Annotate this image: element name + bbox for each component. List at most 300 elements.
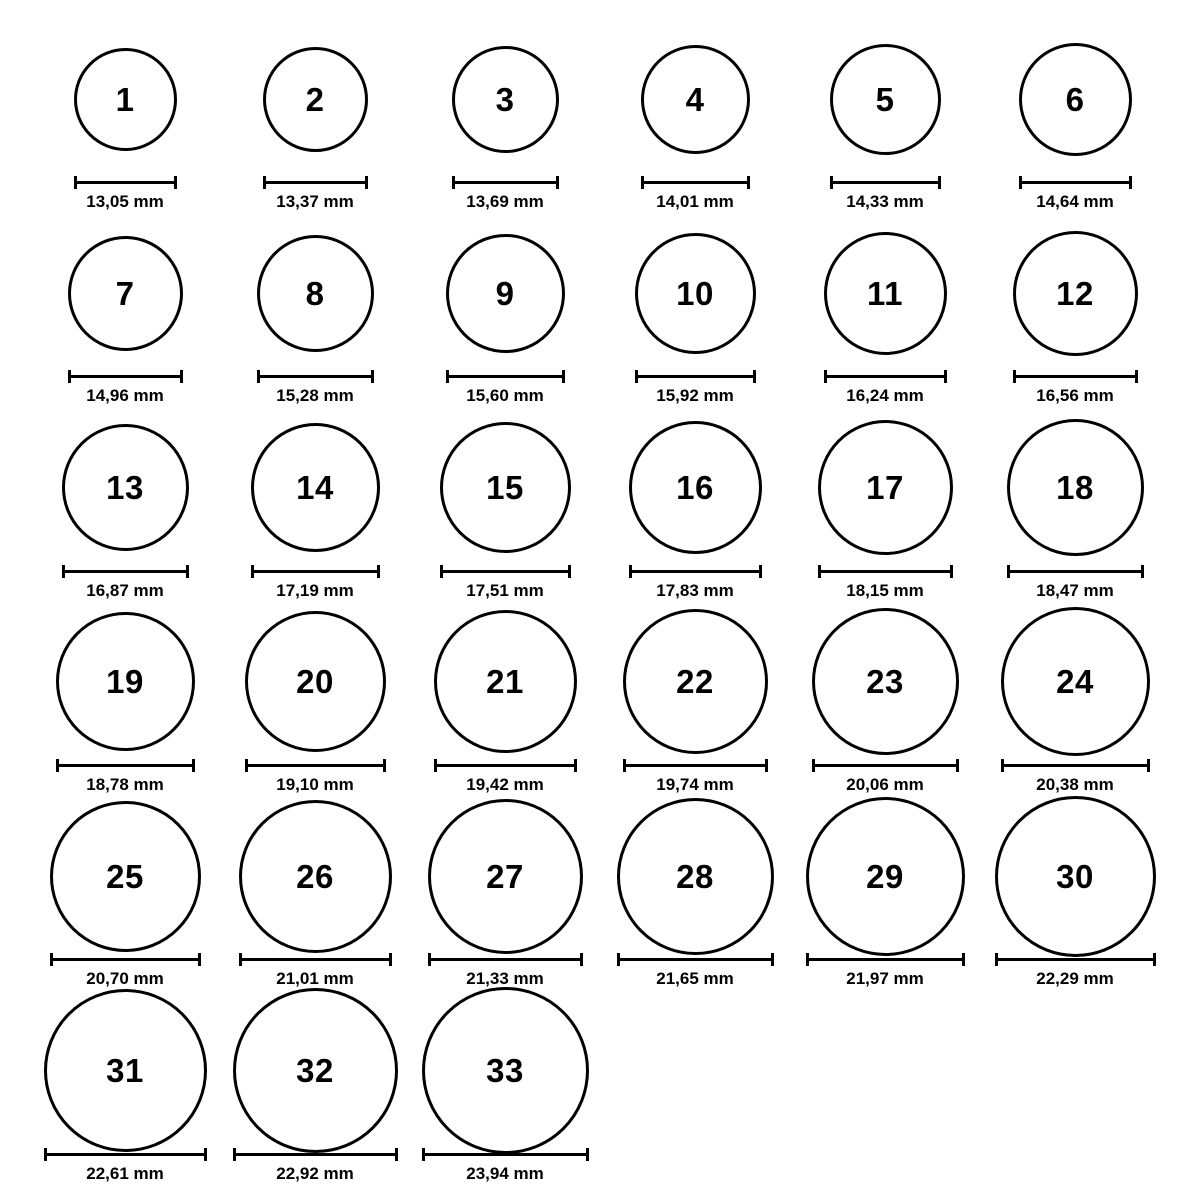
ring-size-number: 28: [676, 857, 714, 895]
caliper-icon: [446, 370, 565, 381]
caliper-tick-right: [204, 1148, 207, 1161]
caliper-bar: [251, 570, 380, 573]
ring-size-number: 8: [305, 274, 325, 312]
ring-measurement: [1001, 759, 1150, 795]
ring-size-number: 29: [866, 857, 904, 895]
caliper-tick-right: [956, 759, 959, 772]
ring-circle-icon: [434, 610, 577, 753]
caliper-icon: [629, 565, 762, 576]
ring-measurement: [830, 176, 941, 212]
caliper-bar: [233, 1153, 398, 1156]
ring-measurement: [434, 759, 577, 795]
ring-size-cell[interactable]: [220, 607, 410, 795]
caliper-bar: [1019, 181, 1132, 184]
caliper-bar: [440, 570, 571, 573]
ring-diameter-label: 23,94 mm: [466, 1163, 544, 1183]
caliper-icon: [233, 1148, 398, 1159]
ring-measurement: [251, 565, 380, 601]
ring-diameter-label: 21,01 mm: [276, 969, 354, 989]
ring-diameter-label: 14,64 mm: [1036, 192, 1114, 211]
caliper-bar: [257, 375, 374, 378]
ring-diameter-label: 14,33 mm: [846, 192, 924, 211]
ring-circle-wrap: [434, 607, 577, 757]
ring-size-number: 14: [296, 469, 334, 507]
ring-size-cell[interactable]: [790, 413, 980, 601]
ring-size-number: 31: [106, 1052, 144, 1090]
ring-size-cell[interactable]: [600, 218, 790, 406]
caliper-icon: [62, 565, 189, 576]
ring-measurement: [812, 759, 959, 795]
ring-circle-icon: [251, 423, 380, 552]
ring-measurement: [263, 176, 368, 212]
ring-diameter-label: 22,29 mm: [1036, 969, 1114, 989]
caliper-bar: [1007, 570, 1144, 573]
caliper-bar: [617, 958, 774, 961]
caliper-icon: [434, 759, 577, 770]
caliper-bar: [56, 764, 195, 767]
ring-circle-icon: [818, 420, 953, 555]
ring-size-cell[interactable]: [30, 413, 220, 601]
ring-diameter-label: 19,10 mm: [276, 774, 354, 794]
ring-diameter-label: 15,28 mm: [276, 386, 354, 406]
caliper-tick-right: [174, 176, 177, 189]
ring-diameter-label: 14,96 mm: [86, 386, 164, 406]
ring-size-cell[interactable]: [980, 24, 1170, 212]
caliper-tick-left: [830, 176, 833, 189]
caliper-tick-left: [623, 759, 626, 772]
ring-diameter-label: 17,19 mm: [276, 580, 354, 600]
ring-diameter-label: 18,15 mm: [846, 580, 924, 600]
caliper-icon: [239, 953, 392, 964]
ring-measurement: [62, 565, 189, 601]
ring-size-cell[interactable]: [600, 801, 790, 989]
ring-size-number: 13: [106, 469, 144, 507]
ring-measurement: [452, 176, 559, 212]
caliper-bar: [68, 375, 183, 378]
caliper-icon: [824, 370, 947, 381]
ring-size-cell[interactable]: [30, 801, 220, 989]
ring-size-number: 15: [486, 469, 524, 507]
ring-circle-wrap: [617, 801, 774, 951]
caliper-tick-right: [365, 176, 368, 189]
ring-size-cell[interactable]: [30, 24, 220, 212]
ring-measurement: [440, 565, 571, 601]
caliper-icon: [830, 176, 941, 187]
ring-size-number: 19: [106, 663, 144, 701]
ring-circle-icon: [74, 48, 177, 151]
caliper-tick-right: [568, 565, 571, 578]
ring-circle-wrap: [422, 996, 589, 1146]
ring-size-cell[interactable]: [410, 218, 600, 406]
ring-circle-wrap: [62, 413, 189, 563]
ring-size-number: 18: [1056, 469, 1094, 507]
ring-size-cell[interactable]: [30, 218, 220, 406]
caliper-tick-right: [759, 565, 762, 578]
caliper-icon: [1007, 565, 1144, 576]
ring-measurement: [806, 953, 965, 989]
caliper-bar: [1001, 764, 1150, 767]
ring-size-number: 4: [685, 80, 705, 118]
ring-size-cell[interactable]: [220, 996, 410, 1184]
ring-circle-wrap: [806, 801, 965, 951]
ring-circle-icon: [830, 44, 941, 155]
caliper-icon: [428, 953, 583, 964]
ring-diameter-label: 19,42 mm: [466, 774, 544, 794]
caliper-icon: [263, 176, 368, 187]
ring-circle-wrap: [641, 24, 750, 174]
caliper-tick-left: [263, 176, 266, 189]
caliper-bar: [995, 958, 1156, 961]
caliper-icon: [1013, 370, 1138, 381]
caliper-tick-right: [944, 370, 947, 383]
ring-size-cell[interactable]: [790, 24, 980, 212]
ring-size-cell[interactable]: [790, 218, 980, 406]
ring-size-number: 16: [676, 469, 714, 507]
ring-measurement: [233, 1148, 398, 1184]
caliper-bar: [446, 375, 565, 378]
ring-circle-wrap: [233, 996, 398, 1146]
caliper-tick-left: [806, 953, 809, 966]
caliper-bar: [245, 764, 386, 767]
caliper-icon: [1019, 176, 1132, 187]
ring-size-number: 9: [495, 274, 515, 312]
ring-size-number: 23: [866, 663, 904, 701]
ring-size-number: 10: [676, 274, 714, 312]
caliper-icon: [806, 953, 965, 964]
ring-circle-wrap: [56, 607, 195, 757]
ring-measurement: [245, 759, 386, 795]
ring-measurement: [446, 370, 565, 406]
ring-measurement: [818, 565, 953, 601]
ring-size-cell[interactable]: [790, 801, 980, 989]
ring-size-cell[interactable]: [980, 413, 1170, 601]
ring-circle-wrap: [74, 24, 177, 174]
caliper-tick-left: [239, 953, 242, 966]
ring-size-number: 26: [296, 857, 334, 895]
ring-size-number: 12: [1056, 274, 1094, 312]
ring-diameter-label: 15,92 mm: [656, 386, 734, 406]
ring-circle-icon: [629, 421, 762, 554]
ring-measurement: [428, 953, 583, 989]
ring-circle-icon: [635, 233, 756, 354]
ring-circle-icon: [1019, 43, 1132, 156]
ring-circle-icon: [1001, 607, 1150, 756]
caliper-tick-right: [180, 370, 183, 383]
ring-size-cell[interactable]: [220, 413, 410, 601]
ring-measurement: [1013, 370, 1138, 406]
ring-measurement: [257, 370, 374, 406]
caliper-tick-right: [562, 370, 565, 383]
ring-size-cell[interactable]: [30, 607, 220, 795]
ring-diameter-label: 19,74 mm: [656, 774, 734, 794]
caliper-tick-left: [74, 176, 77, 189]
ring-size-cell[interactable]: [980, 607, 1170, 795]
ring-circle-icon: [239, 800, 392, 953]
caliper-icon: [617, 953, 774, 964]
ring-circle-icon: [56, 612, 195, 751]
caliper-tick-left: [818, 565, 821, 578]
ring-circle-icon: [1013, 231, 1138, 356]
caliper-bar: [812, 764, 959, 767]
caliper-icon: [452, 176, 559, 187]
caliper-icon: [623, 759, 768, 770]
ring-measurement: [1019, 176, 1132, 212]
ring-size-number: 11: [867, 274, 903, 312]
caliper-bar: [629, 570, 762, 573]
ring-size-cell[interactable]: [980, 218, 1170, 406]
ring-size-number: 33: [486, 1052, 524, 1090]
caliper-bar: [263, 181, 368, 184]
caliper-tick-left: [617, 953, 620, 966]
ring-diameter-label: 21,33 mm: [466, 969, 544, 989]
caliper-tick-left: [245, 759, 248, 772]
ring-diameter-label: 20,06 mm: [846, 774, 924, 794]
caliper-bar: [50, 958, 201, 961]
caliper-icon: [44, 1148, 207, 1159]
caliper-tick-right: [586, 1148, 589, 1161]
ring-circle-icon: [50, 801, 201, 952]
ring-measurement: [617, 953, 774, 989]
ring-size-cell[interactable]: [790, 607, 980, 795]
caliper-tick-right: [950, 565, 953, 578]
caliper-tick-right: [765, 759, 768, 772]
caliper-tick-left: [62, 565, 65, 578]
caliper-bar: [1013, 375, 1138, 378]
ring-diameter-label: 16,87 mm: [86, 580, 164, 600]
ring-size-number: 6: [1065, 80, 1085, 118]
caliper-tick-left: [995, 953, 998, 966]
caliper-tick-left: [641, 176, 644, 189]
caliper-bar: [44, 1153, 207, 1156]
ring-size-cell[interactable]: [220, 24, 410, 212]
caliper-tick-right: [1129, 176, 1132, 189]
ring-size-number: 30: [1056, 857, 1094, 895]
ring-circle-wrap: [1013, 218, 1138, 368]
caliper-tick-right: [1147, 759, 1150, 772]
ring-circle-wrap: [1019, 24, 1132, 174]
ring-diameter-label: 18,78 mm: [86, 774, 164, 794]
ring-measurement: [641, 176, 750, 212]
ring-size-cell[interactable]: [980, 801, 1170, 989]
caliper-bar: [635, 375, 756, 378]
ring-circle-wrap: [428, 801, 583, 951]
ring-size-number: 1: [115, 80, 135, 118]
ring-diameter-label: 13,37 mm: [276, 192, 354, 211]
ring-circle-wrap: [446, 218, 565, 368]
caliper-bar: [422, 1153, 589, 1156]
caliper-tick-right: [1141, 565, 1144, 578]
ring-circle-icon: [812, 608, 959, 755]
ring-size-number: 7: [115, 274, 135, 312]
caliper-icon: [812, 759, 959, 770]
caliper-tick-left: [1001, 759, 1004, 772]
ring-size-cell[interactable]: [410, 996, 600, 1184]
caliper-tick-right: [753, 370, 756, 383]
caliper-bar: [434, 764, 577, 767]
caliper-tick-right: [580, 953, 583, 966]
ring-measurement: [629, 565, 762, 601]
ring-size-cell[interactable]: [410, 607, 600, 795]
caliper-tick-right: [574, 759, 577, 772]
ring-circle-icon: [1007, 419, 1144, 556]
ring-size-number: 25: [106, 857, 144, 895]
caliper-icon: [68, 370, 183, 381]
ring-size-cell[interactable]: [410, 801, 600, 989]
ring-diameter-label: 22,61 mm: [86, 1163, 164, 1183]
caliper-icon: [50, 953, 201, 964]
ring-row: [30, 996, 1170, 1190]
ring-size-number: 20: [296, 663, 334, 701]
caliper-tick-left: [824, 370, 827, 383]
caliper-tick-left: [440, 565, 443, 578]
ring-diameter-label: 22,92 mm: [276, 1163, 354, 1183]
ring-circle-wrap: [440, 413, 571, 563]
caliper-bar: [623, 764, 768, 767]
caliper-bar: [641, 181, 750, 184]
ring-size-number: 27: [486, 857, 524, 895]
caliper-tick-right: [938, 176, 941, 189]
caliper-bar: [818, 570, 953, 573]
caliper-tick-left: [56, 759, 59, 772]
ring-diameter-label: 17,51 mm: [466, 580, 544, 600]
ring-diameter-label: 17,83 mm: [656, 580, 734, 600]
ring-measurement: [68, 370, 183, 406]
caliper-icon: [440, 565, 571, 576]
ring-size-number: 2: [305, 80, 325, 118]
caliper-tick-left: [635, 370, 638, 383]
caliper-tick-right: [198, 953, 201, 966]
ring-circle-icon: [428, 799, 583, 954]
caliper-tick-right: [1153, 953, 1156, 966]
ring-circle-wrap: [1001, 607, 1150, 757]
ring-measurement: [995, 953, 1156, 989]
caliper-tick-left: [422, 1148, 425, 1161]
ring-circle-icon: [806, 797, 965, 956]
caliper-tick-left: [257, 370, 260, 383]
ring-measurement: [74, 176, 177, 212]
ring-row: [30, 607, 1170, 801]
caliper-bar: [239, 958, 392, 961]
ring-circle-wrap: [812, 607, 959, 757]
caliper-icon: [995, 953, 1156, 964]
caliper-icon: [818, 565, 953, 576]
ring-circle-wrap: [257, 218, 374, 368]
caliper-bar: [452, 181, 559, 184]
caliper-tick-left: [233, 1148, 236, 1161]
ring-circle-icon: [440, 422, 571, 553]
ring-size-cell[interactable]: [600, 24, 790, 212]
ring-circle-icon: [446, 234, 565, 353]
ring-measurement: [824, 370, 947, 406]
caliper-tick-left: [251, 565, 254, 578]
ring-diameter-label: 16,56 mm: [1036, 386, 1114, 406]
ring-row: [30, 413, 1170, 607]
caliper-tick-left: [629, 565, 632, 578]
ring-circle-wrap: [623, 607, 768, 757]
ring-size-number: 32: [296, 1052, 334, 1090]
ring-measurement: [56, 759, 195, 795]
caliper-tick-left: [1007, 565, 1010, 578]
ring-circle-wrap: [1007, 413, 1144, 563]
ring-circle-icon: [62, 424, 189, 551]
ring-size-cell[interactable]: [600, 607, 790, 795]
caliper-tick-right: [377, 565, 380, 578]
ring-diameter-label: 14,01 mm: [656, 192, 734, 211]
caliper-tick-right: [771, 953, 774, 966]
caliper-tick-right: [389, 953, 392, 966]
ring-circle-icon: [68, 236, 183, 351]
ring-circle-wrap: [263, 24, 368, 174]
ring-diameter-label: 13,05 mm: [86, 192, 164, 211]
ring-diameter-label: 21,97 mm: [846, 969, 924, 989]
ring-circle-wrap: [44, 996, 207, 1146]
ring-row: [30, 801, 1170, 995]
caliper-icon: [251, 565, 380, 576]
caliper-icon: [641, 176, 750, 187]
caliper-tick-left: [1019, 176, 1022, 189]
ring-circle-icon: [263, 47, 368, 152]
caliper-tick-left: [452, 176, 455, 189]
ring-circle-wrap: [629, 413, 762, 563]
ring-circle-icon: [422, 987, 589, 1154]
caliper-tick-left: [812, 759, 815, 772]
ring-diameter-label: 18,47 mm: [1036, 580, 1114, 600]
caliper-tick-left: [50, 953, 53, 966]
ring-circle-wrap: [824, 218, 947, 368]
ring-size-cell[interactable]: [410, 24, 600, 212]
ring-size-cell[interactable]: [30, 996, 220, 1184]
ring-size-number: 22: [676, 663, 714, 701]
caliper-tick-left: [68, 370, 71, 383]
ring-size-number: 17: [866, 469, 904, 507]
ring-size-cell[interactable]: [600, 413, 790, 601]
ring-size-cell[interactable]: [410, 413, 600, 601]
ring-diameter-label: 20,70 mm: [86, 969, 164, 989]
ring-circle-icon: [257, 235, 374, 352]
ring-measurement: [44, 1148, 207, 1184]
ring-diameter-label: 21,65 mm: [656, 969, 734, 989]
ring-circle-wrap: [50, 801, 201, 951]
ring-diameter-label: 16,24 mm: [846, 386, 924, 406]
ring-size-cell[interactable]: [220, 801, 410, 989]
caliper-tick-left: [428, 953, 431, 966]
ring-measurement: [50, 953, 201, 989]
caliper-tick-right: [383, 759, 386, 772]
caliper-icon: [635, 370, 756, 381]
ring-size-number: 3: [495, 80, 515, 118]
ring-measurement: [623, 759, 768, 795]
ring-diameter-label: 20,38 mm: [1036, 774, 1114, 794]
ring-size-number: 21: [486, 663, 524, 701]
ring-measurement: [422, 1148, 589, 1184]
ring-circle-icon: [623, 609, 768, 754]
caliper-bar: [830, 181, 941, 184]
caliper-tick-right: [962, 953, 965, 966]
caliper-tick-left: [1013, 370, 1016, 383]
ring-row: [30, 24, 1170, 218]
ring-diameter-label: 15,60 mm: [466, 386, 544, 406]
caliper-tick-right: [1135, 370, 1138, 383]
ring-circle-wrap: [818, 413, 953, 563]
ring-circle-icon: [995, 796, 1156, 957]
caliper-bar: [428, 958, 583, 961]
ring-circle-wrap: [245, 607, 386, 757]
ring-circle-wrap: [239, 801, 392, 951]
caliper-tick-right: [371, 370, 374, 383]
ring-size-cell[interactable]: [220, 218, 410, 406]
ring-circle-icon: [824, 232, 947, 355]
caliper-icon: [74, 176, 177, 187]
